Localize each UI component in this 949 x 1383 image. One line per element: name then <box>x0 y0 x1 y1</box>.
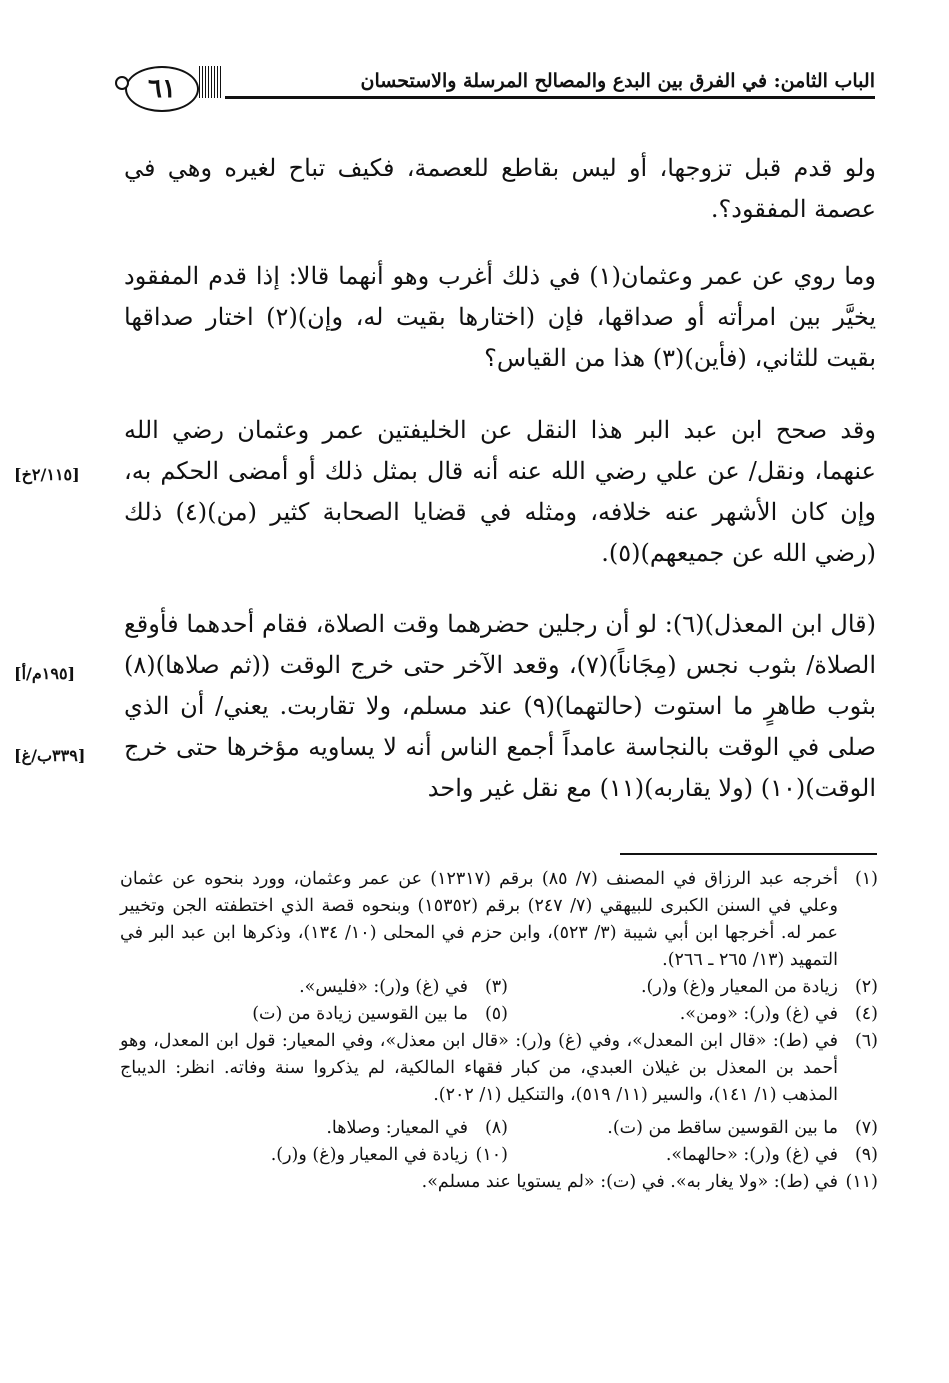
footnote-number: (١١) <box>845 1172 878 1192</box>
header-ornament <box>199 66 223 98</box>
footnote-text: في (غ) و(ر): «ومن». <box>679 1004 838 1024</box>
footnote-2 <box>508 974 878 1001</box>
margin-note: [٣٣٩ب/غ] <box>14 746 86 765</box>
margin-note: [١٩٥م/أ] <box>14 664 76 683</box>
footnote-10 <box>138 1142 508 1169</box>
footnote-6 <box>120 1028 878 1109</box>
footnote-number: (٥) <box>484 1004 508 1024</box>
footnote-text: في (ط): «قال ابن المعدل»، وفي (غ) و(ر): «قال ابن معذل»، وفي المعيار: قول ابن المعدل، وهو أحمد بن المعذل بن غيلان العبدي، من كبار فقهاء المالكية، لم يذكروا سنة وفاته. انظر: الديباج المذهب (١/ ١٤١)، والسير (١١/ ٥١٩)، والتنكيل (١/ ٢٠٢). <box>120 1031 838 1105</box>
footnote-1 <box>120 866 878 974</box>
paragraph-4 <box>124 604 876 809</box>
footnotes <box>120 866 878 1196</box>
footnote-11 <box>120 1169 878 1196</box>
footnote-text: في المعيار: وصلاها. <box>326 1118 468 1138</box>
page-number: ٦١ <box>125 66 199 112</box>
paragraph-1 <box>124 148 876 230</box>
footnote-text: زيادة من المعيار و(غ) و(ر). <box>640 977 838 997</box>
footnote-5 <box>138 1001 508 1028</box>
chapter-title: الباب الثامن: في الفرق بين البدع والمصالح المرسلة والاستحسان <box>360 70 875 92</box>
footnote-8 <box>138 1115 508 1142</box>
footnote-7 <box>508 1115 878 1142</box>
footnote-number: (٧) <box>854 1118 878 1138</box>
footnote-text: زيادة في المعيار و(غ) و(ر). <box>270 1145 468 1165</box>
footnote-number: (١) <box>854 869 878 889</box>
footnote-number: (٣) <box>484 977 508 997</box>
footnote-4 <box>508 1001 878 1028</box>
paragraph-2 <box>124 256 876 379</box>
footnote-number: (٤) <box>854 1004 878 1024</box>
footnote-text: ما بين القوسين زيادة من (ت) <box>252 1004 468 1024</box>
footnote-rule <box>620 853 877 855</box>
header-rule <box>225 96 875 99</box>
footnote-number: (٢) <box>854 977 878 997</box>
paragraph-4-text: (قال ابن المعذل)(٦): لو أن رجلين حضرهما وقت الصلاة، فقام أحدهما فأوقع الصلاة/ بثوب نجس (مِجَاناً)(٧)، وقعد الآخر حتى خرج الوقت ((ثم صلاها)(٨) بثوب طاهرٍ ما استوت (حالتهما)(٩) عند مسلم، ولا تقاربت. يعني/ أن الذي صلى في الوقت بالنجاسة عامداً أجمع الناس أنه لا يساويه مؤخرها حتى خرج الوقت)(١٠) (ولا يقاربه)(١١) مع نقل غير واحد <box>124 610 877 802</box>
paragraph-2-text: وما روي عن عمر وعثمان(١) في ذلك أغرب وهو أنهما قالا: إذا قدم المفقود يخيَّر بين امرأته أو صداقها، فإن (اختارها بقيت له، وإن)(٢) اختار صداقها بقيت للثاني، (فأين)(٣) هذا من القياس؟ <box>124 262 877 372</box>
paragraph-1-text: ولو قدم قبل تزوجها، أو ليس بقاطع للعصمة، فكيف تباح لغيره وهي في عصمة المفقود؟. <box>124 154 876 223</box>
footnote-text: أخرجه عبد الرزاق في المصنف (٧/ ٨٥) برقم (١٢٣١٧) عن عمر وعثمان، وورد بنحوه عن عثمان وعلي في السنن الكبرى للبيهقي (٧/ ٢٤٧) برقم (١٥٣٥٢) وبنحوه قصة الذي اختطفته الجن وتخيير عمر له. أخرجها ابن أبي شيبة (٣/ ٥٢٣)، وابن حزم في المحلى (١٠/ ١٣٤)، وذكرها ابن عبد البر في التمهيد (١٣/ ٢٦٥ ـ ٢٦٦). <box>120 869 838 970</box>
paragraph-3-text: وقد صحح ابن عبد البر هذا النقل عن الخليفتين عمر وعثمان رضي الله عنهما، ونقل/ عن علي رضي الله عنه أنه قال بمثل ذلك أو أمضى الحكم به، وإن كان الأشهر عنه خلافه، ومثله في قضايا الصحابة كثير (من)(٤) ذلك (رضي الله عن جميعهم)(٥). <box>124 416 876 567</box>
footnote-3 <box>138 974 508 1001</box>
footnote-row <box>120 974 878 1001</box>
footnote-row <box>120 1001 878 1028</box>
footnote-number: (٩) <box>854 1145 878 1165</box>
running-header <box>115 52 875 116</box>
margin-note: [٢/١١٥خ] <box>14 465 80 484</box>
footnote-number: (٦) <box>854 1031 878 1051</box>
footnote-text: في (ط): «ولا يغار به». في (ت): «لم يستويا عند مسلم». <box>421 1172 838 1192</box>
footnote-row <box>120 1115 878 1142</box>
footnote-number: (٨) <box>484 1118 508 1138</box>
footnote-text: ما بين القوسين ساقط من (ت). <box>607 1118 838 1138</box>
footnote-number: (١٠) <box>475 1145 508 1165</box>
paragraph-3 <box>124 410 876 574</box>
footnote-9 <box>508 1142 878 1169</box>
badge-dot-ornament <box>115 76 129 90</box>
footnote-text: في (غ) و(ر): «حالهما». <box>665 1145 838 1165</box>
footnote-text: في (غ) و(ر): «فليس». <box>299 977 468 997</box>
footnote-row <box>120 1142 878 1169</box>
